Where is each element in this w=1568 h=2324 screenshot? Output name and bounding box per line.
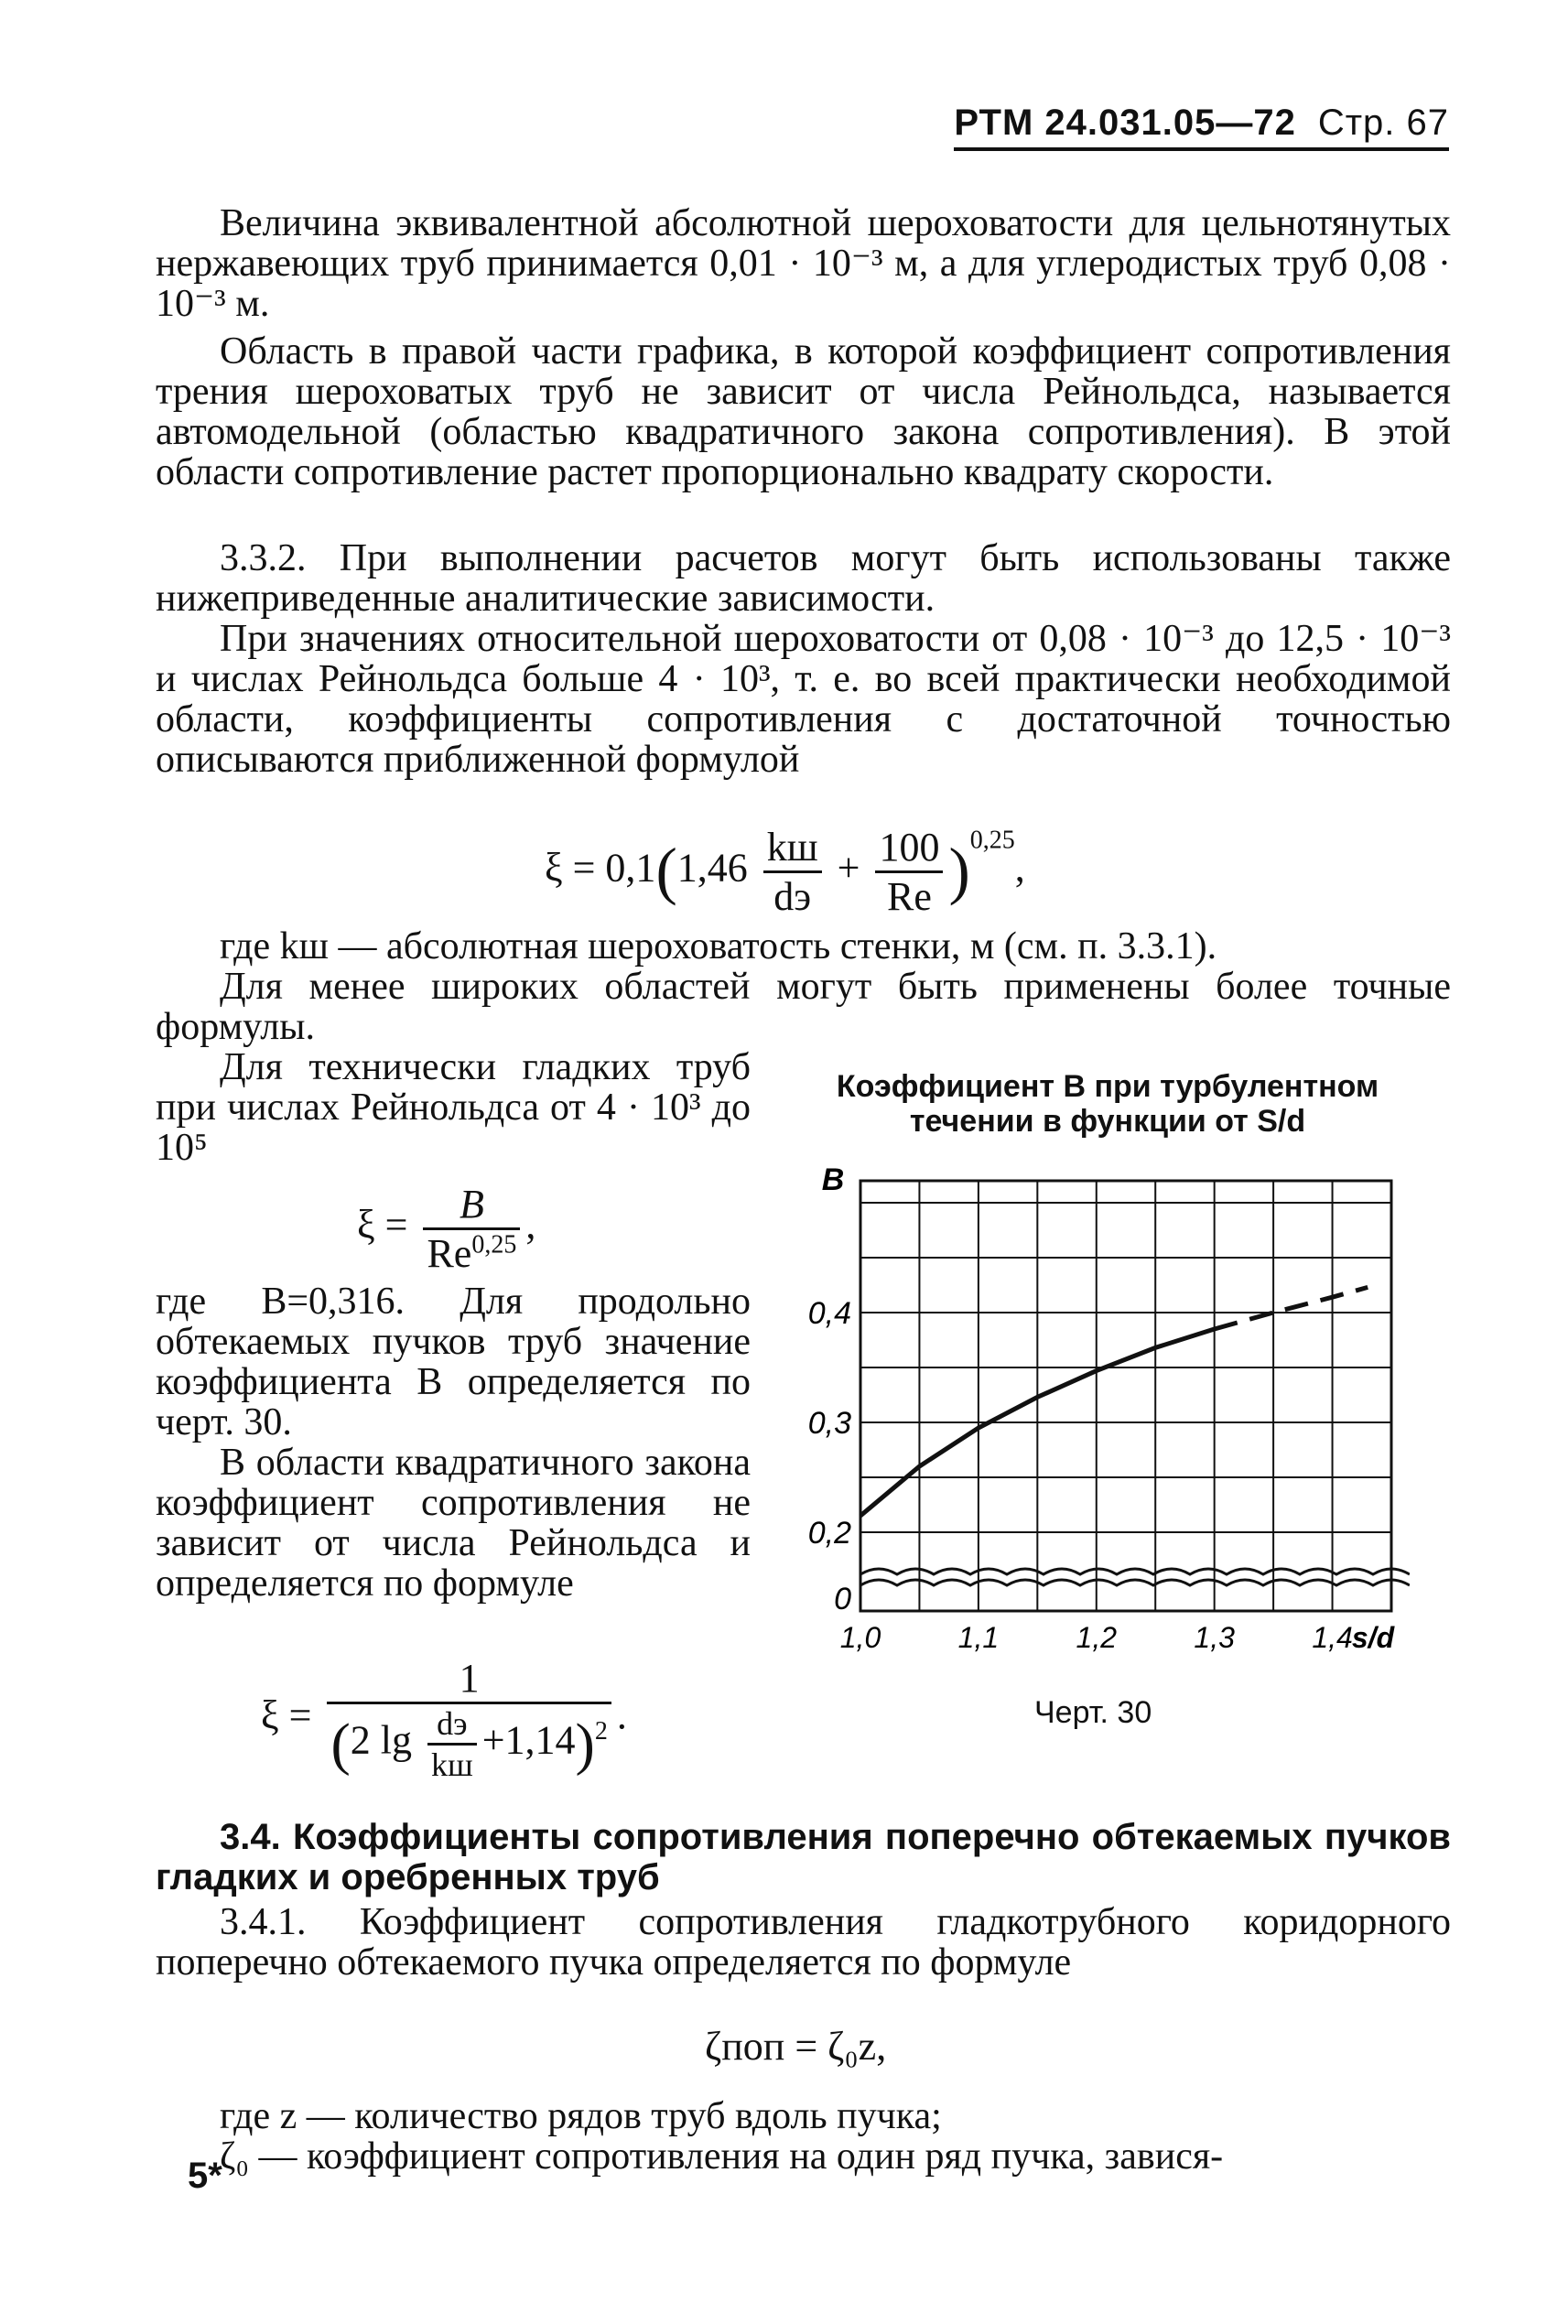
document-code: РТМ 24.031.05—72: [954, 103, 1296, 143]
page-header: [954, 103, 1449, 151]
chart-curve: [860, 1287, 1368, 1516]
y-tick-label: 0: [834, 1582, 851, 1616]
x-tick-label: 1,3: [1194, 1621, 1235, 1654]
formula-approx: ξ = 0,1(1,46 $\frac{kш}{dэ}$ + $\frac{100}{Re}$ )$^{0,25}$,: [545, 825, 1025, 919]
figure-title-line1: Коэффициент B при турбулентном: [836, 1069, 1379, 1104]
paragraph-approx: При значениях относительной шероховатости от 0,08 · 10⁻³ до 12,5 · 10⁻³ и числах Рейнольдса больше 4 · 10³, т. е. во всей практически необходимой области, коэффициенты сопротивления с достаточной точностью описываются приближенной формулой: [156, 618, 1451, 781]
curve-extrapolated: [1215, 1287, 1368, 1329]
formula-blasius: ξ = $\frac{B}{Re^{0,25}}$ ,: [357, 1182, 536, 1276]
paragraph-precise: Для менее широких областей могут быть применены более точные формулы.: [156, 966, 1451, 1048]
chart-frame: [860, 1181, 1391, 1611]
x-tick-label: 1,1: [957, 1621, 1000, 1654]
paragraph-b-value: где B=0,316. Для продольно обтекаемых пучков труб значение коэффициента B определяется по черт. 30.: [156, 1281, 751, 1443]
formula-zeta: ζпоп = ζ₀z,: [705, 2024, 887, 2069]
paragraph-roughness: Величина эквивалентной абсолютной шероховатости для цельнотянутых нержавеющих труб принимается 0,01 · 10⁻³ м, а для углеродистых труб 0,08 · 10⁻³ м.: [156, 202, 1451, 325]
paragraph-automodel: Область в правой части графика, в которой коэффициент сопротивления трения шероховатых труб не зависит от числа Рейнольдса, называется автомодельной (областью квадратичного закона сопротивления). В этой области сопротивление растет пропорционально квадрату скорости.: [156, 330, 1451, 493]
chart-grid: [860, 1181, 1410, 1611]
paragraph-341: 3.4.1. Коэффициент сопротивления гладкотрубного коридорного поперечно обтекаемого пучка определяется по формуле: [156, 1901, 1451, 1984]
page-footer-mark: 5*: [188, 2156, 222, 2196]
formula-quadratic: ξ = 1 (2 lg $\frac{dэ}{kш}$ +1,14)$^2$ .: [261, 1656, 627, 1783]
paragraph-where-z: где z — количество рядов труб вдоль пучка;: [220, 2095, 942, 2137]
paragraph-332: 3.3.2. При выполнении расчетов могут быть использованы также нижеприведенные аналитические зависимости.: [156, 537, 1451, 620]
figure-title-line2: течении в функции от S/d: [909, 1104, 1306, 1139]
page-number: Стр. 67: [1317, 103, 1449, 143]
y-tick-label: 0,2: [807, 1516, 851, 1551]
y-axis-label: B: [821, 1162, 845, 1197]
figure-caption: Черт. 30: [1034, 1695, 1152, 1730]
x-axis-label: s/d: [1351, 1621, 1395, 1654]
chart-b-vs-sd: [806, 1162, 1410, 1657]
y-tick-label: 0,4: [807, 1296, 851, 1331]
x-tick-label: 1,0: [839, 1621, 881, 1654]
axis-break-line: [860, 1580, 1410, 1585]
figure-title: [787, 1069, 1428, 1139]
x-tick-label: 1,4: [1312, 1621, 1353, 1654]
paragraph-quadratic: В области квадратичного закона коэффициент сопротивления не зависит от числа Рейнольдса и определяется по формуле: [156, 1442, 751, 1605]
x-tick-label: 1,2: [1076, 1621, 1118, 1654]
section-3-4-title: 3.4. Коэффициенты сопротивления поперечно обтекаемых пучков гладких и оребренных труб: [156, 1817, 1451, 1897]
y-tick-label: 0,3: [807, 1406, 851, 1441]
paragraph-smooth-pipes: Для технически гладких труб при числах Рейнольдса от 4 · 10³ до 10⁵: [156, 1046, 751, 1169]
paragraph-zeta0: ζ₀ — коэффициент сопротивления на один ряд пучка, завися-: [220, 2135, 1224, 2178]
paragraph-where-k: где kш — абсолютная шероховатость стенки, м (см. п. 3.3.1).: [220, 925, 1217, 967]
axis-break-line: [860, 1569, 1410, 1574]
